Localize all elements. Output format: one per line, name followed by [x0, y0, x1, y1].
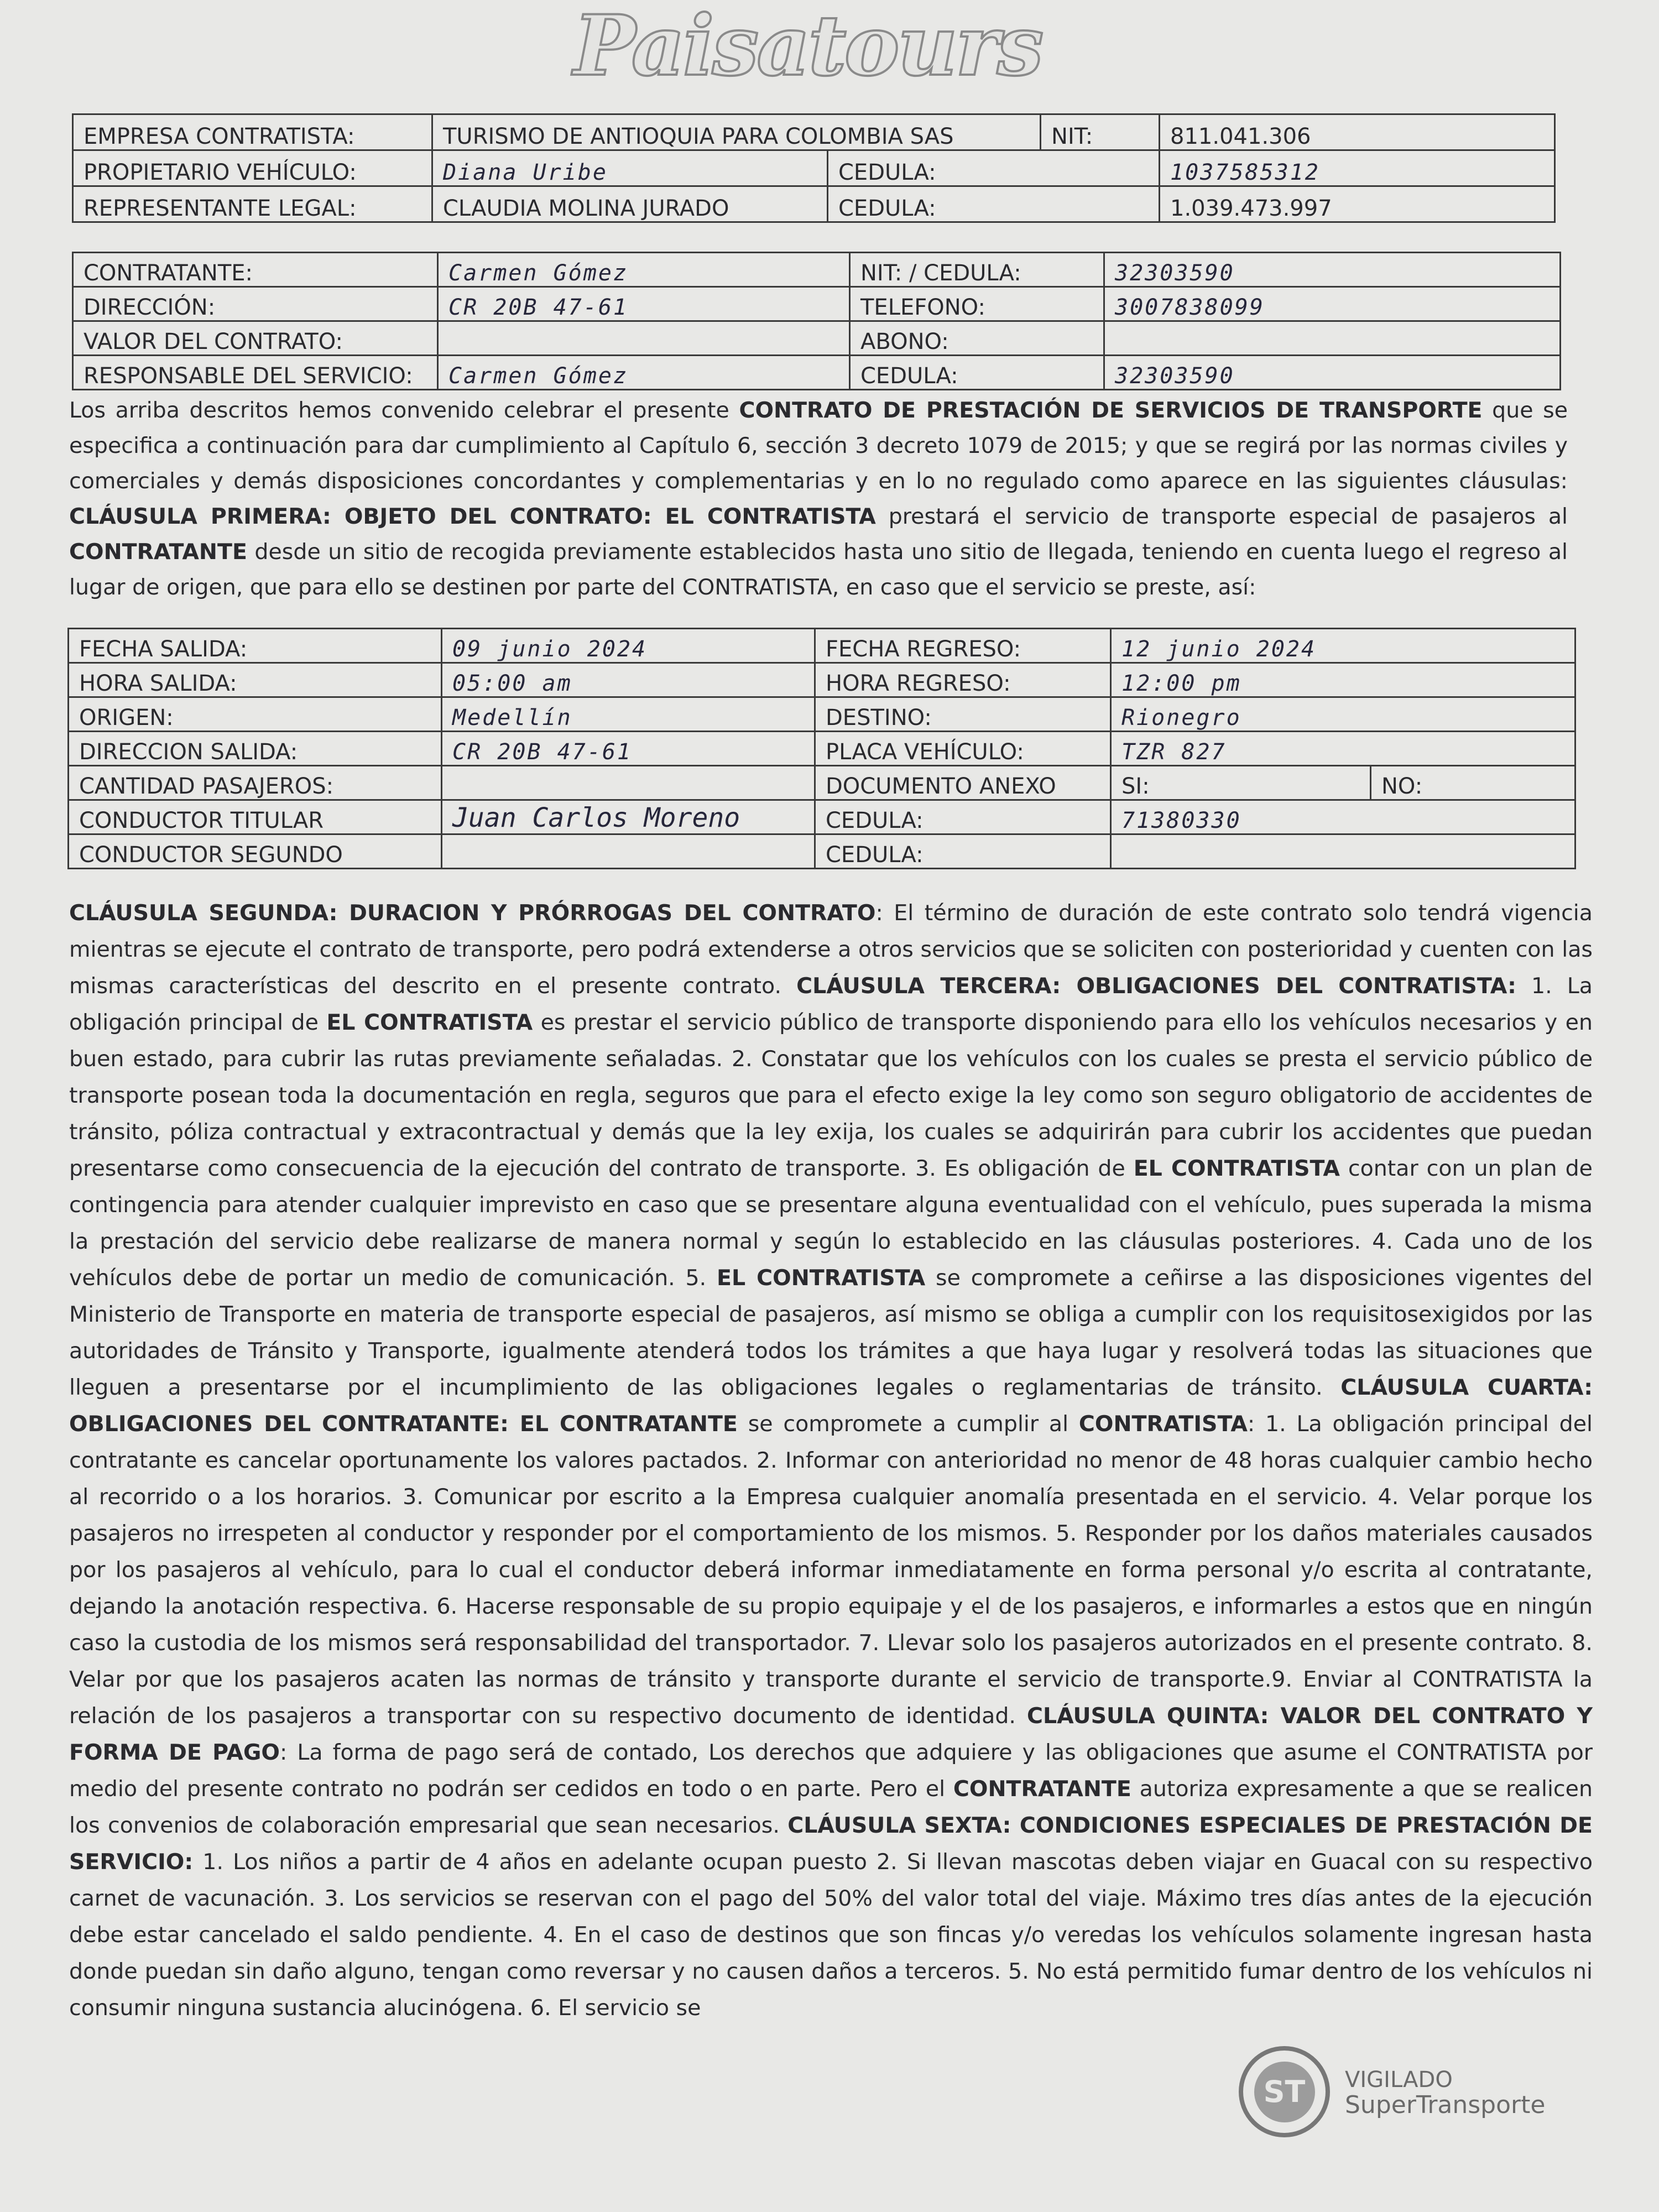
conductor-segundo-cedula-label: CEDULA:	[815, 834, 1111, 869]
table-row	[69, 663, 1575, 697]
direccion-salida-label: DIRECCION SALIDA:	[69, 732, 442, 766]
clausula-primera-text: prestará el servicio de transporte especial de pasajeros al	[875, 504, 1568, 529]
responsable-label: RESPONSABLE DEL SERVICIO:	[73, 356, 438, 390]
conductor-titular-value: Juan Carlos Moreno	[442, 800, 815, 834]
representante-cedula-value: 1.039.473.997	[1160, 186, 1555, 222]
table-row	[73, 287, 1561, 321]
conductor-titular-cedula-label: CEDULA:	[815, 800, 1111, 834]
contratante-word-2: CONTRATANTE	[953, 1776, 1131, 1802]
responsable-value: Carmen Gómez	[438, 356, 850, 390]
cantidad-pasajeros-value	[442, 766, 815, 800]
contract-title: CONTRATO DE PRESTACIÓN DE SERVICIOS DE TRANSPORTE	[739, 398, 1483, 423]
fecha-salida-label: FECHA SALIDA:	[69, 629, 442, 663]
clausula-tercera-text2: es prestar el servicio público de transporte disponiendo para ello los vehículos necesarios y en buen estado, para cubrir las rutas previamente señaladas. 2. Constatar que los vehículos con los cuales se presta el servicio público de transporte posean toda la documentación en regla, seguros que para el efecto exige la ley como son seguro obligatorio de accidentes de tránsito, póliza contractual y extracontractual y demás que la ley exija, los cuales se adquirirán para cubrir los accidentes que puedan presentarse como consecuencia de la ejecución del contrato de transporte. 3. Es obligación de	[69, 1010, 1593, 1181]
table-row	[73, 186, 1555, 222]
clausula-tercera-text1: 1. La obligación principal de	[69, 973, 1593, 1035]
intro-p2: que se especifica a continuación para dar cumplimiento al Capítulo 6, sección 3 decreto 1079 de 2015; y que se regirá por las normas civiles y comerciales y demás disposiciones concordantes y complementarias y en lo no regulado como aparece en las siguientes cláusulas:	[69, 398, 1568, 494]
conductor-segundo-value	[442, 834, 815, 869]
clausula-quinta-text2: autoriza expresamente a que se realicen los convenios de colaboración empresarial que sean necesarios.	[69, 1776, 1593, 1838]
nit-cedula-label: NIT: / CEDULA:	[850, 253, 1104, 287]
hora-salida-label: HORA SALIDA:	[69, 663, 442, 697]
fecha-regreso-label: FECHA REGRESO:	[815, 629, 1111, 663]
responsable-cedula-label: CEDULA:	[850, 356, 1104, 390]
documento-si-label: SI:	[1111, 766, 1371, 800]
company-logo: Paisatours	[573, 0, 1042, 95]
propietario-value: Diana Uribe	[432, 150, 828, 186]
abono-value	[1104, 321, 1561, 356]
company-table	[72, 113, 1556, 223]
table-row	[69, 732, 1575, 766]
nit-label: NIT:	[1041, 114, 1160, 150]
table-row	[73, 253, 1561, 287]
clausula-sexta-text: 1. Los niños a partir de 4 años en adelante ocupan puesto 2. Si llevan mascotas deben viajar en Guacal con su respectivo carnet de vacunación. 3. Los servicios se reservan con el pago del 50% del valor total del viaje. Máximo tres días antes de la ejecución debe estar cancelado el saldo pendiente. 4. En el caso de destinos que son fincas y/o veredas los vehículos solamente ingresan hasta donde puedan sin daño alguno, tengan como reversar y no causen daños a terceros. 5. No está permitido fumar dentro de los vehículos ni consumir ninguna sustancia alucinógena. 6. El servicio se	[69, 1849, 1593, 2021]
el-contratista-2: EL CONTRATISTA	[1133, 1156, 1340, 1181]
contratante-table	[72, 252, 1561, 390]
nit-value: 811.041.306	[1160, 114, 1555, 150]
clausula-quinta-text: : La forma de pago será de contado, Los derechos que adquiere y las obligaciones que asume el CONTRATISTA por medio del presente contrato no podrán ser cedidos en todo o en parte. Pero el	[69, 1740, 1593, 1802]
table-row	[69, 629, 1575, 663]
intro-p1: Los arriba descritos hemos convenido celebrar el presente	[69, 398, 739, 423]
propietario-cedula-label: CEDULA:	[828, 150, 1160, 186]
representante-value: CLAUDIA MOLINA JURADO	[432, 186, 828, 222]
trip-table	[67, 628, 1576, 869]
clausula-quinta-title: CLÁUSULA QUINTA: VALOR DEL CONTRATO Y FORMA DE PAGO	[69, 1703, 1593, 1765]
telefono-value: 3007838099	[1104, 287, 1561, 321]
destino-value: Rionegro	[1111, 697, 1575, 732]
origen-label: ORIGEN:	[69, 697, 442, 732]
el-contratista-3: EL CONTRATISTA	[717, 1265, 926, 1291]
cantidad-pasajeros-label: CANTIDAD PASAJEROS:	[69, 766, 442, 800]
placa-value: TZR 827	[1111, 732, 1575, 766]
valor-contrato-value	[438, 321, 850, 356]
conductor-segundo-cedula-value	[1111, 834, 1575, 869]
placa-label: PLACA VEHÍCULO:	[815, 732, 1111, 766]
el-contratista-1: EL CONTRATISTA	[326, 1010, 533, 1035]
contratante-word: CONTRATANTE	[69, 539, 247, 565]
direccion-value: CR 20B 47-61	[438, 287, 850, 321]
clausula-sexta-title: CLÁUSULA SEXTA: CONDICIONES ESPECIALES DE PRESTACIÓN DE SERVICIO:	[69, 1813, 1593, 1875]
table-row	[69, 766, 1575, 800]
clausula-primera-title: CLÁUSULA PRIMERA: OBJETO DEL CONTRATO: EL CONTRATISTA	[69, 504, 876, 529]
contratante-value: Carmen Gómez	[438, 253, 850, 287]
responsable-cedula-value: 32303590	[1104, 356, 1561, 390]
hora-regreso-label: HORA REGRESO:	[815, 663, 1111, 697]
direccion-salida-value: CR 20B 47-61	[442, 732, 815, 766]
conductor-titular-cedula-value: 71380330	[1111, 800, 1575, 834]
clausula-cuarta-text2: : 1. La obligación principal del contratante es cancelar oportunamente los valores pactados. 2. Informar con anterioridad no menor de 48 horas cualquier cambio hecho al recorrido o a los horarios. 3. Comunicar por escrito a la Empresa cualquier anomalía presentada en el servicio. 4. Velar porque los pasajeros no irrespeten al conductor y responder por el comportamiento de los mismos. 5. Responder por los daños materiales causados por los pasajeros al vehículo, para lo cual el conductor deberá informar inmediatamente en forma personal y/o escrita al contratante, dejando la anotación respectiva. 6. Hacerse responsable de su propio equipaje y el de los pasajeros, e informarles a estos que en ningún caso la custodia de los mismos será responsabilidad del transportador. 7. Llevar solo los pasajeros autorizados en el presente contrato. 8. Velar por que los pasajeros acaten las normas de tránsito y transporte durante el servicio de transporte.9. Enviar al CONTRATISTA la relación de los pasajeros a transportar con su respectivo documento de identidad.	[69, 1411, 1593, 1729]
clausula-cuarta-text1: se compromete a cumplir al	[737, 1411, 1079, 1437]
telefono-label: TELEFONO:	[850, 287, 1104, 321]
valor-contrato-label: VALOR DEL CONTRATO:	[73, 321, 438, 356]
clausula-segunda-text: : El término de duración de este contrato solo tendrá vigencia mientras se ejecute el contrato de transporte, pero podrá extenderse a otros servicios que se soliciten con posterioridad y cuenten con las mismas características del descrito en el presente contrato.	[69, 900, 1593, 999]
seal-mark: ST	[1254, 2062, 1315, 2122]
propietario-label: PROPIETARIO VEHÍCULO:	[73, 150, 432, 186]
hora-salida-value: 05:00 am	[442, 663, 815, 697]
table-row	[69, 697, 1575, 732]
origen-value: Medellín	[442, 697, 815, 732]
table-row	[69, 800, 1575, 834]
table-row	[73, 114, 1555, 150]
table-row	[73, 356, 1561, 390]
contratista-word: CONTRATISTA	[1078, 1411, 1248, 1437]
clauses-text	[69, 895, 1593, 2026]
table-row	[69, 834, 1575, 869]
representante-cedula-label: CEDULA:	[828, 186, 1160, 222]
direccion-label: DIRECCIÓN:	[73, 287, 438, 321]
abono-label: ABONO:	[850, 321, 1104, 356]
documento-no-label: NO:	[1371, 766, 1575, 800]
supertransporte-text: SuperTransporte	[1345, 2091, 1546, 2119]
supertransporte-seal-icon	[1239, 2046, 1330, 2137]
documento-anexo-label: DOCUMENTO ANEXO	[815, 766, 1111, 800]
conductor-segundo-label: CONDUCTOR SEGUNDO	[69, 834, 442, 869]
fecha-salida-value: 09 junio 2024	[442, 629, 815, 663]
empresa-contratista-value: TURISMO DE ANTIOQUIA PARA COLOMBIA SAS	[432, 114, 1041, 150]
propietario-cedula-value: 1037585312	[1160, 150, 1555, 186]
intro-text	[69, 393, 1568, 605]
conductor-titular-label: CONDUCTOR TITULAR	[69, 800, 442, 834]
clausula-primera-text2: desde un sitio de recogida previamente establecidos hasta uno sitio de llegada, teniendo en cuenta luego el regreso al lugar de origen, que para ello se destinen por parte del CONTRATISTA, en caso que el servicio se preste, así:	[69, 539, 1568, 600]
empresa-contratista-label: EMPRESA CONTRATISTA:	[73, 114, 432, 150]
clausula-cuarta-title: CLÁUSULA CUARTA: OBLIGACIONES DEL CONTRATANTE: EL CONTRATANTE	[69, 1375, 1593, 1437]
representante-label: REPRESENTANTE LEGAL:	[73, 186, 432, 222]
vigilado-text: VIGILADO	[1345, 2067, 1453, 2093]
fecha-regreso-value: 12 junio 2024	[1111, 629, 1575, 663]
nit-cedula-value: 32303590	[1104, 253, 1561, 287]
contratante-label: CONTRATANTE:	[73, 253, 438, 287]
vigilado-mark	[1345, 2067, 1545, 2118]
clausula-tercera-text3: contar con un plan de contingencia para atender cualquier imprevisto en caso que se presentare alguna eventualidad con el vehículo, pues superada la misma la prestación del servicio debe realizarse de manera normal y según lo establecido en las cláusulas posteriores. 4. Cada uno de los vehículos debe de portar un medio de comunicación. 5.	[69, 1156, 1593, 1291]
destino-label: DESTINO:	[815, 697, 1111, 732]
table-row	[73, 150, 1555, 186]
clausula-tercera-title: CLÁUSULA TERCERA: OBLIGACIONES DEL CONTRATISTA:	[796, 973, 1516, 999]
clausula-tercera-text4: se compromete a ceñirse a las disposiciones vigentes del Ministerio de Transporte en materia de transporte especial de pasajeros, así mismo se obliga a cumplir con los requisitosexigidos por las autoridades de Tránsito y Transporte, igualmente atenderá todos los trámites a que haya lugar y resolverá todas las situaciones que lleguen a presentarse por el incumplimiento de las obligaciones legales o reglamentarias de tránsito.	[69, 1265, 1593, 1400]
clausula-segunda-title: CLÁUSULA SEGUNDA: DURACION Y PRÓRROGAS DEL CONTRATO	[69, 900, 876, 926]
table-row	[73, 321, 1561, 356]
hora-regreso-value: 12:00 pm	[1111, 663, 1575, 697]
